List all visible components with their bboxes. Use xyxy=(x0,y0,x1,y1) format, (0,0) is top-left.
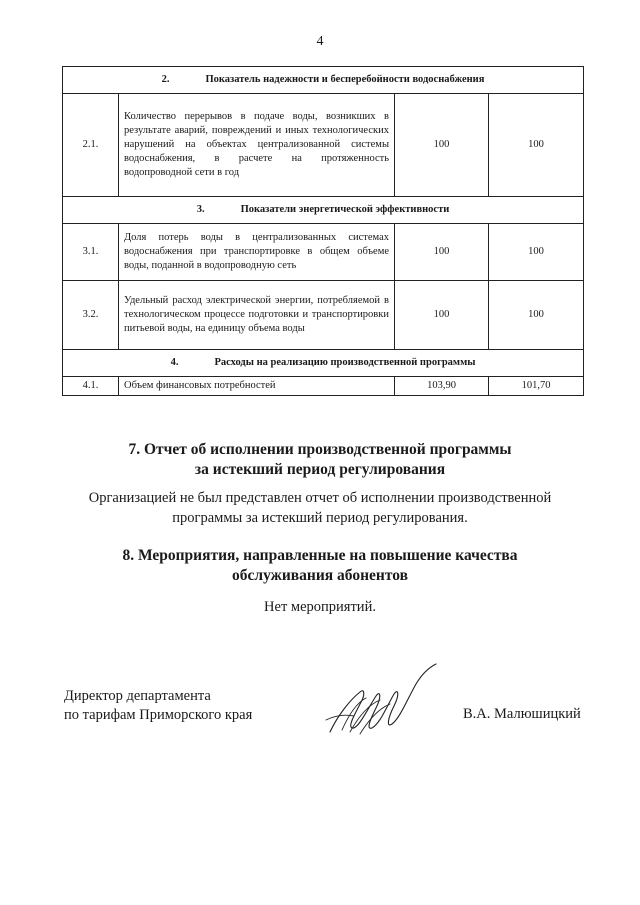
section-title: Показатели энергетической эффективности xyxy=(240,204,450,215)
signer-title xyxy=(64,687,252,725)
table-row xyxy=(63,377,584,396)
section7-heading-line1: 7. Отчет об исполнении производственной программы xyxy=(128,441,512,458)
section-number: 4. xyxy=(170,357,179,368)
value-cell-2: 100 xyxy=(489,224,584,281)
signer-title-line2: по тарифам Приморского края xyxy=(64,707,253,723)
row-description-cell: Доля потерь воды в централизованных системах водоснабжения при транспортировке в общем объеме воды, поданной в водопроводную сеть xyxy=(119,224,395,281)
table-row xyxy=(63,94,584,197)
section-title: Показатель надежности и бесперебойности водоснабжения xyxy=(205,74,485,85)
section-title: Расходы на реализацию производственной программы xyxy=(214,357,476,368)
value-cell-2: 100 xyxy=(489,281,584,350)
row-number-cell: 4.1. xyxy=(63,377,119,396)
handwritten-signature xyxy=(320,660,440,740)
section-header-row xyxy=(63,350,584,377)
section8-heading-line1: 8. Мероприятия, направленные на повышение качества xyxy=(122,547,518,564)
row-description-cell: Объем финансовых потребностей xyxy=(119,377,395,396)
row-description-cell: Количество перерывов в подаче воды, возникших в результате аварий, повреждений и иных технологических нарушений на объектах централизованной системы водоснабжения, в расчете на протяженность водопроводной сети в год xyxy=(119,94,395,197)
signer-name: В.А. Малюшицкий xyxy=(463,706,581,722)
section-header-2 xyxy=(63,67,584,94)
section8-heading-line2: обслуживания абонентов xyxy=(232,567,408,584)
section8-heading xyxy=(0,546,640,586)
value-cell-1: 100 xyxy=(395,281,489,350)
value-cell-1: 103,90 xyxy=(395,377,489,396)
section7-text xyxy=(0,488,640,528)
value-cell-1: 100 xyxy=(395,94,489,197)
section8-text: Нет мероприятий. xyxy=(264,599,376,615)
section7-heading xyxy=(0,440,640,480)
row-number-cell: 2.1. xyxy=(63,94,119,197)
value-cell-1: 100 xyxy=(395,224,489,281)
section-number: 3. xyxy=(196,204,205,215)
section-header-row xyxy=(63,197,584,224)
row-description-cell: Удельный расход электрической энергии, потребляемой в технологическом процессе подготовки и транспортировки питьевой воды, на единицу объема воды xyxy=(119,281,395,350)
section-header-row xyxy=(63,67,584,94)
section7-heading-line2: за истекший период регулирования xyxy=(194,461,446,478)
table-row xyxy=(63,224,584,281)
section-header-4 xyxy=(63,350,584,377)
page-number: 4 xyxy=(316,34,324,49)
indicators-table xyxy=(62,66,584,396)
section-number: 2. xyxy=(161,74,170,85)
row-number-cell: 3.2. xyxy=(63,281,119,350)
row-number-cell: 3.1. xyxy=(63,224,119,281)
value-cell-2: 100 xyxy=(489,94,584,197)
signer-title-line1: Директор департамента xyxy=(64,688,211,704)
value-cell-2: 101,70 xyxy=(489,377,584,396)
table-row xyxy=(63,281,584,350)
section7-text-line2: программы за истекший период регулирования. xyxy=(172,510,468,526)
section7-text-line1: Организацией не был представлен отчет об исполнении производственной xyxy=(88,490,552,506)
section-header-3 xyxy=(63,197,584,224)
